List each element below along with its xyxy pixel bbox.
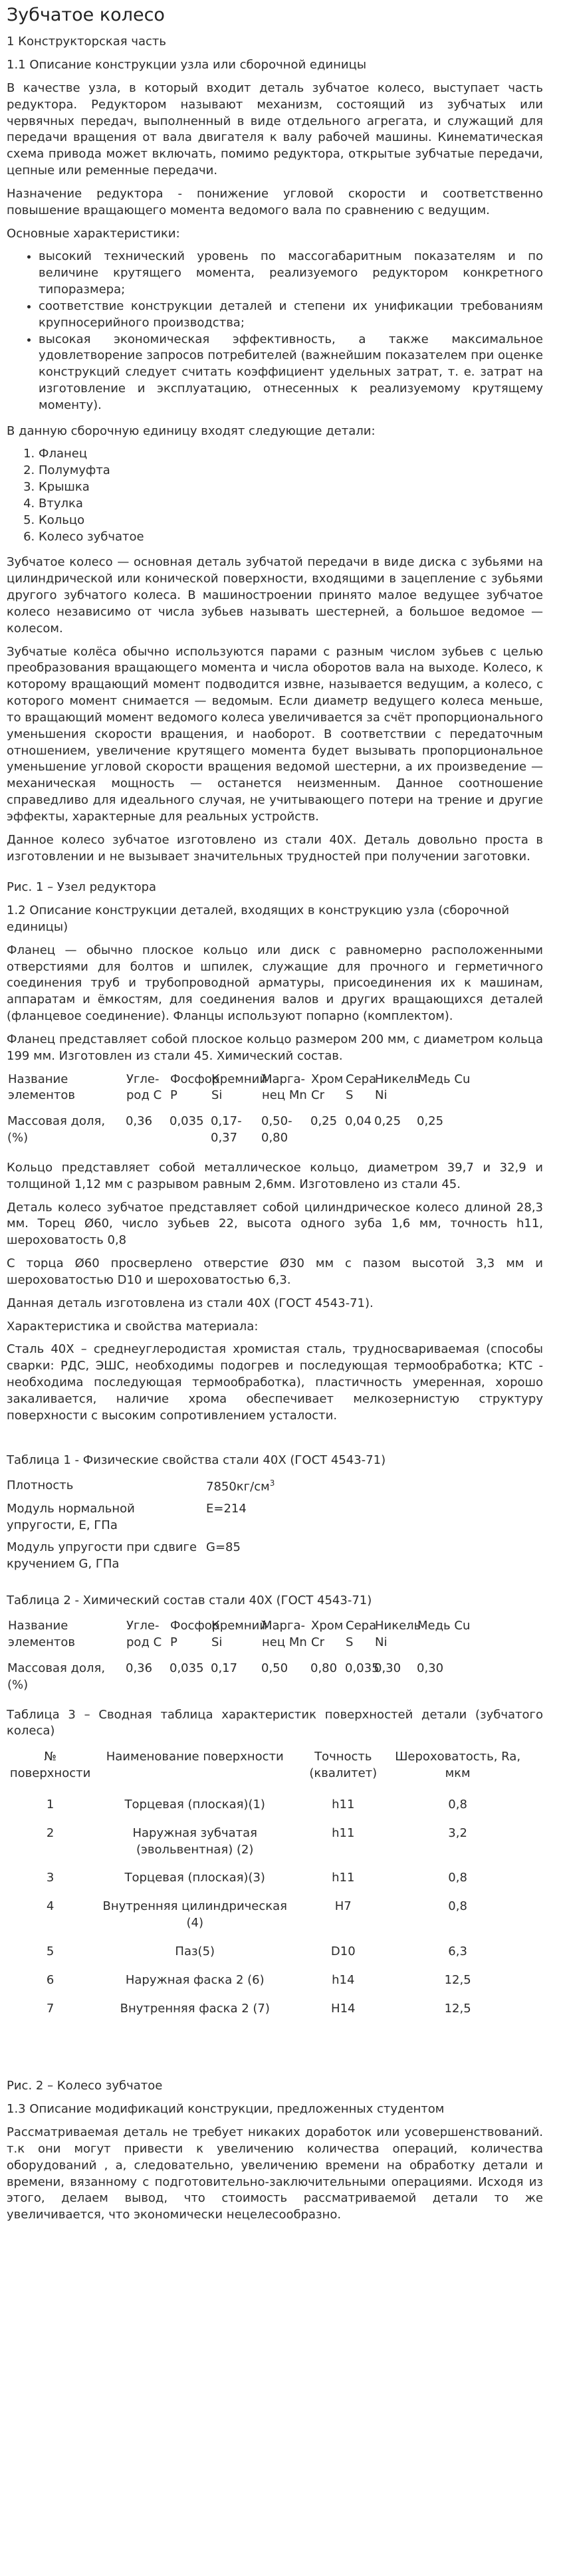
- table-cell: 0,25: [310, 1114, 338, 1129]
- table-cell: Наружная зубчатая (эвольвентная) (2): [132, 1825, 258, 1857]
- list-item: 6. Колесо зубчатое: [39, 529, 543, 546]
- table-header-cell: Точность (квалитет): [309, 1750, 378, 1781]
- table-header-cell: Наименование поверхности: [106, 1750, 284, 1764]
- table-cell: Модуль упругости при сдвиге кручением G, ГПа: [7, 1540, 197, 1571]
- paragraph-gear-1: Зубчатое колесо — основная деталь зубчатой передачи в виде диска с зубьями на цилиндрической или конической поверхности, входящими в зацепление с зубьями другого зубчатого колеса. В машиностроении принято малое ведущее зубчатое колесо независимо от числа зубьев называть шестерней, а большое ведомое — колесом.: [7, 555, 543, 636]
- paragraph-flange-1: Фланец — обычно плоское кольцо или диск с равномерно расположенными отверстиями для болтов и шпилек, служащие для прочного и герметичного соединения труб и трубопроводной арматуры, присоединения их к машинам, аппаратам и ёмкостям, для соединения валов и других вращающихся деталей (фланцевое соединение). Фланцы используют попарно (комплектом).: [7, 943, 543, 1024]
- table-cell: Наружная фаска 2 (6): [125, 1972, 265, 1987]
- table-row: [7, 1867, 525, 1896]
- table-header-cell: Медь Cu: [417, 1619, 471, 1633]
- list-item: 1. Фланец: [39, 446, 543, 463]
- table-cell: 0,30: [374, 1661, 401, 1675]
- table-cell: 0,50: [261, 1661, 288, 1675]
- table-cell: h11: [332, 1825, 355, 1840]
- steel45-composition-table: [7, 1072, 532, 1148]
- table-cell: Внутренняя цилиндрическая (4): [102, 1899, 287, 1931]
- page-title: Зубчатое колесо: [7, 5, 165, 25]
- physical-properties-table: [7, 1475, 485, 1575]
- characteristics-list: [7, 249, 543, 413]
- table-cell: 0,04: [345, 1114, 372, 1129]
- section-heading-1-3: 1.3 Описание модификаций конструкции, предложенных студентом: [7, 2102, 445, 2117]
- table-row: [7, 1794, 525, 1823]
- paragraph-gear-3: Данное колесо зубчатое изготовлено из стали 40Х. Деталь довольно проста в изготовлении и не вызывает значительных трудностей при получении заготовки.: [7, 832, 543, 864]
- table-header-cell: Кремний Si: [211, 1072, 268, 1103]
- table-cell: Е=214: [206, 1502, 247, 1516]
- table-1-caption: Таблица 1 - Физические свойства стали 40Х (ГОСТ 4543-71): [7, 1453, 386, 1467]
- table-header-cell: № поверхности: [9, 1750, 91, 1781]
- table-header-row: [7, 1618, 532, 1651]
- table-header-cell: Сера S: [346, 1072, 377, 1103]
- list-item: • высокая экономическая эффективность, а также максимальное удовлетворение запросов потребителей (важнейшим показателем при оценке конструкций следует считать коэффициент удельных затрат, т. е. затрат на изготовление и эксплуатацию, отнесенных к реализуемому крутящему моменту).: [39, 332, 543, 414]
- section-heading-1: 1 Конструкторская часть: [7, 35, 166, 49]
- table-cell: h14: [332, 1972, 355, 1987]
- table-cell: 5: [46, 1944, 55, 1958]
- paragraph-purpose: Назначение редуктора - понижение угловой скорости и соответственно повышение вращающего момента ведомого вала по сравнению с ведущим.: [7, 186, 543, 217]
- table-cell: 0,36: [126, 1114, 153, 1129]
- table-row: [7, 1941, 525, 1970]
- table-header-cell: Сера S: [346, 1619, 377, 1650]
- characteristics-heading: Основные характеристики:: [7, 226, 180, 241]
- table-cell: 6: [46, 1972, 55, 1987]
- paragraph-flange-2: Фланец представляет собой плоское кольцо размером 200 мм, с диаметром кольца 199 мм. Изготовлен из стали 45. Химический состав.: [7, 1032, 543, 1063]
- table-cell: 3,2: [448, 1825, 467, 1840]
- table-header-cell: Хром Cr: [311, 1072, 344, 1103]
- table-cell: 0,17: [211, 1661, 238, 1675]
- table-cell: 0,8: [448, 1871, 467, 1885]
- table-cell: 0,8: [448, 1797, 467, 1812]
- table-cell: $7850кг/см^3$: [206, 1478, 275, 1494]
- table-cell: Внутренняя фаска 2 (7): [120, 2001, 270, 2016]
- table-row: [7, 1498, 485, 1537]
- table-header-cell: Марга-нец Mn: [262, 1619, 307, 1650]
- table-cell: Массовая доля,(%): [7, 1114, 106, 1145]
- paragraph-detail-2: С торца Ø60 просверлено отверстие Ø30 мм с пазом высотой 3,3 мм и шероховатостью D10 и шероховатостью 6,3.: [7, 1256, 543, 1287]
- paragraph-detail-3: Данная деталь изготовлена из стали 40Х (ГОСТ 4543-71).: [7, 1296, 374, 1310]
- table-cell: H7: [334, 1899, 352, 1914]
- table-cell: Массовая доля,(%): [7, 1661, 106, 1692]
- table-header-cell: Медь Cu: [417, 1072, 471, 1086]
- steel40x-composition-table: [7, 1618, 532, 1695]
- table-row: [7, 1651, 532, 1695]
- table-header-cell: Фосфор Р: [170, 1619, 220, 1650]
- table-cell: 0,035: [169, 1114, 204, 1129]
- table-header-cell: Фосфор Р: [170, 1072, 220, 1103]
- table-header-cell: Название элементов: [8, 1619, 75, 1650]
- table-cell: 6,3: [448, 1944, 467, 1958]
- material-heading: Характеристика и свойства материала:: [7, 1319, 259, 1334]
- table-row: [7, 1537, 485, 1576]
- surface-characteristics-table: [7, 1746, 525, 2026]
- table-cell: 12,5: [444, 2001, 471, 2016]
- section-heading-1-1: 1.1 Описание конструкции узла или сборочной единицы: [7, 58, 367, 72]
- table-row: [7, 1970, 525, 1998]
- list-item: • высокий технический уровень по массогабаритным показателям и по величине крутящего момента, реализуемого редуктором конкретного типоразмера;: [39, 249, 543, 298]
- list-item: 5. Кольцо: [39, 513, 543, 529]
- table-header-cell: Угле-род С: [126, 1619, 162, 1650]
- paragraph-ring: Кольцо представляет собой металлическое кольцо, диаметром 39,7 и 32,9 и толщиной 1,12 мм с разрывом равным 2,6мм. Изготовлено из стали 45.: [7, 1160, 543, 1191]
- table-cell: 0,80: [310, 1661, 338, 1675]
- table-cell: h11: [332, 1871, 355, 1885]
- list-item: 2. Полумуфта: [39, 463, 543, 479]
- table-cell: 0,50-0,80: [261, 1114, 292, 1145]
- table-cell: Плотность: [7, 1478, 74, 1493]
- table-cell: G=85: [206, 1540, 241, 1554]
- table-header-row: [7, 1746, 525, 1794]
- list-item: 4. Втулка: [39, 496, 543, 513]
- figure-2-caption: Рис. 2 – Колесо зубчатое: [7, 2079, 163, 2093]
- table-row: [7, 1104, 532, 1148]
- parts-heading: В данную сборочную единицу входят следующие детали:: [7, 423, 376, 438]
- table-row: [7, 1896, 525, 1941]
- table-header-cell: Угле-род С: [126, 1072, 162, 1103]
- table-cell: 0,8: [448, 1899, 467, 1914]
- table-cell: 0,25: [417, 1114, 444, 1129]
- table-cell: 12,5: [444, 1972, 471, 1987]
- table-cell: 7: [46, 2001, 55, 2016]
- table-cell: 0,30: [417, 1661, 444, 1675]
- table-header-cell: Кремний Si: [211, 1619, 268, 1650]
- table-cell: D10: [330, 1944, 356, 1958]
- table-header-row: [7, 1072, 532, 1105]
- table-header-cell: Название элементов: [8, 1072, 75, 1103]
- table-2-caption: Таблица 2 - Химический состав стали 40Х (ГОСТ 4543-71): [7, 1593, 372, 1607]
- table-cell: 3: [46, 1871, 55, 1885]
- table-cell: 0,36: [126, 1661, 153, 1675]
- table-cell: 0,035: [169, 1661, 204, 1675]
- section-heading-1-2: 1.2 Описание конструкции деталей, входящих в конструкцию узла (сборочной единицы): [7, 903, 510, 934]
- table-header-cell: Никель Ni: [375, 1619, 421, 1650]
- parts-list: [7, 446, 543, 545]
- paragraph-gear-2: Зубчатые колёса обычно используются парами с разным числом зубьев с целью преобразования вращающего момента и числа оборотов вала на выходе. Колесо, к которому вращающий момент подводится извне, называется ведущим, а колесо, с которого момент снимается — ведомым. Если диаметр ведущего колеса меньше, то вращающий момент ведомого колеса увеличивается за счёт пропорционального уменьшения скорости вращения, и наоборот. В соответствии с передаточным отношением, увеличение крутящего момента будет вызывать пропорциональное уменьшение угловой скорости вращения ведомой шестерни, а их произведение — механическая мощность — останется неизменным. Данное соотношение справедливо для идеального случая, не учитывающего потери на трение и другие эффекты, характерные для реальных устройств.: [7, 644, 543, 824]
- paragraph-modification: Рассматриваемая деталь не требует никаких доработок или усовершенствований. т.к они могут привести к увеличению количества операций, количества оборудований , а, следовательно, увеличению времени на обработку детали и времени, вязанному с подготовительно-заключительными операциями. Исходя из этого, делаем вывод, что стоимость рассматриваемой детали то же увеличивается, что экономически нецелесообразно.: [7, 2125, 543, 2222]
- table-row: [7, 1475, 485, 1498]
- table-cell: Модуль нормальной упругости, Е, ГПа: [7, 1502, 135, 1533]
- table-cell: Торцевая (плоская)(1): [124, 1797, 265, 1812]
- table-cell: Паз(5): [175, 1944, 215, 1958]
- table-3-caption: Таблица 3 – Сводная таблица характеристик поверхностей детали (зубчатого колеса): [7, 1707, 543, 1738]
- table-cell: 0,25: [374, 1114, 401, 1129]
- table-cell: 2: [46, 1825, 55, 1840]
- paragraph-detail-1: Деталь колесо зубчатое представляет собой цилиндрическое колесо длиной 28,3 мм. Торец Ø60, число зубьев 22, высота одного зуба 1,6 мм, точность h11, шероховатость 0,8: [7, 1200, 543, 1248]
- paragraph-material: Сталь 40Х – среднеуглеродистая хромистая сталь, трудносвариваемая (способы сварки: РДС, ЭШС, необходимы подогрев и последующая термообработка; КТС - необходима последующая термообработка), пластичность умеренная, хорошо закаливается, наличие хрома обеспечивает мелкозернистую структуру поверхности с высоким сопротивлением усталости.: [7, 1342, 543, 1423]
- table-row: [7, 1823, 525, 1868]
- table-cell: 0,035: [345, 1661, 380, 1675]
- table-header-cell: Марга-нец Mn: [262, 1072, 307, 1103]
- list-item: • соответствие конструкции деталей и степени их унификации требованиям крупносерийного производства;: [39, 298, 543, 332]
- table-cell: 0,17-0,37: [211, 1114, 242, 1145]
- list-item: 3. Крышка: [39, 479, 543, 496]
- table-cell: Торцевая (плоская)(3): [124, 1871, 265, 1885]
- paragraph-intro: В качестве узла, в который входит деталь зубчатое колесо, выступает часть редуктора. Редуктором называют механизм, состоящий из зубчатых или червячных передач, выполненный в виде отдельного агрегата, и служащий для передачи вращения от вала двигателя к валу рабочей машины. Кинематическая схема привода может включать, помимо редуктора, открытые зубчатые передачи, цепные или ременные передачи.: [7, 80, 543, 178]
- table-cell: 1: [46, 1797, 55, 1812]
- table-header-cell: Никель Ni: [375, 1072, 421, 1103]
- table-cell: H14: [331, 2001, 356, 2016]
- table-cell: h11: [332, 1797, 355, 1812]
- table-cell: 4: [46, 1899, 55, 1914]
- figure-1-caption: Рис. 1 – Узел редуктора: [7, 880, 157, 895]
- table-row: [7, 1998, 525, 2027]
- table-header-cell: Хром Cr: [311, 1619, 344, 1650]
- table-header-cell: Шероховатость, Ra, мкм: [395, 1750, 521, 1781]
